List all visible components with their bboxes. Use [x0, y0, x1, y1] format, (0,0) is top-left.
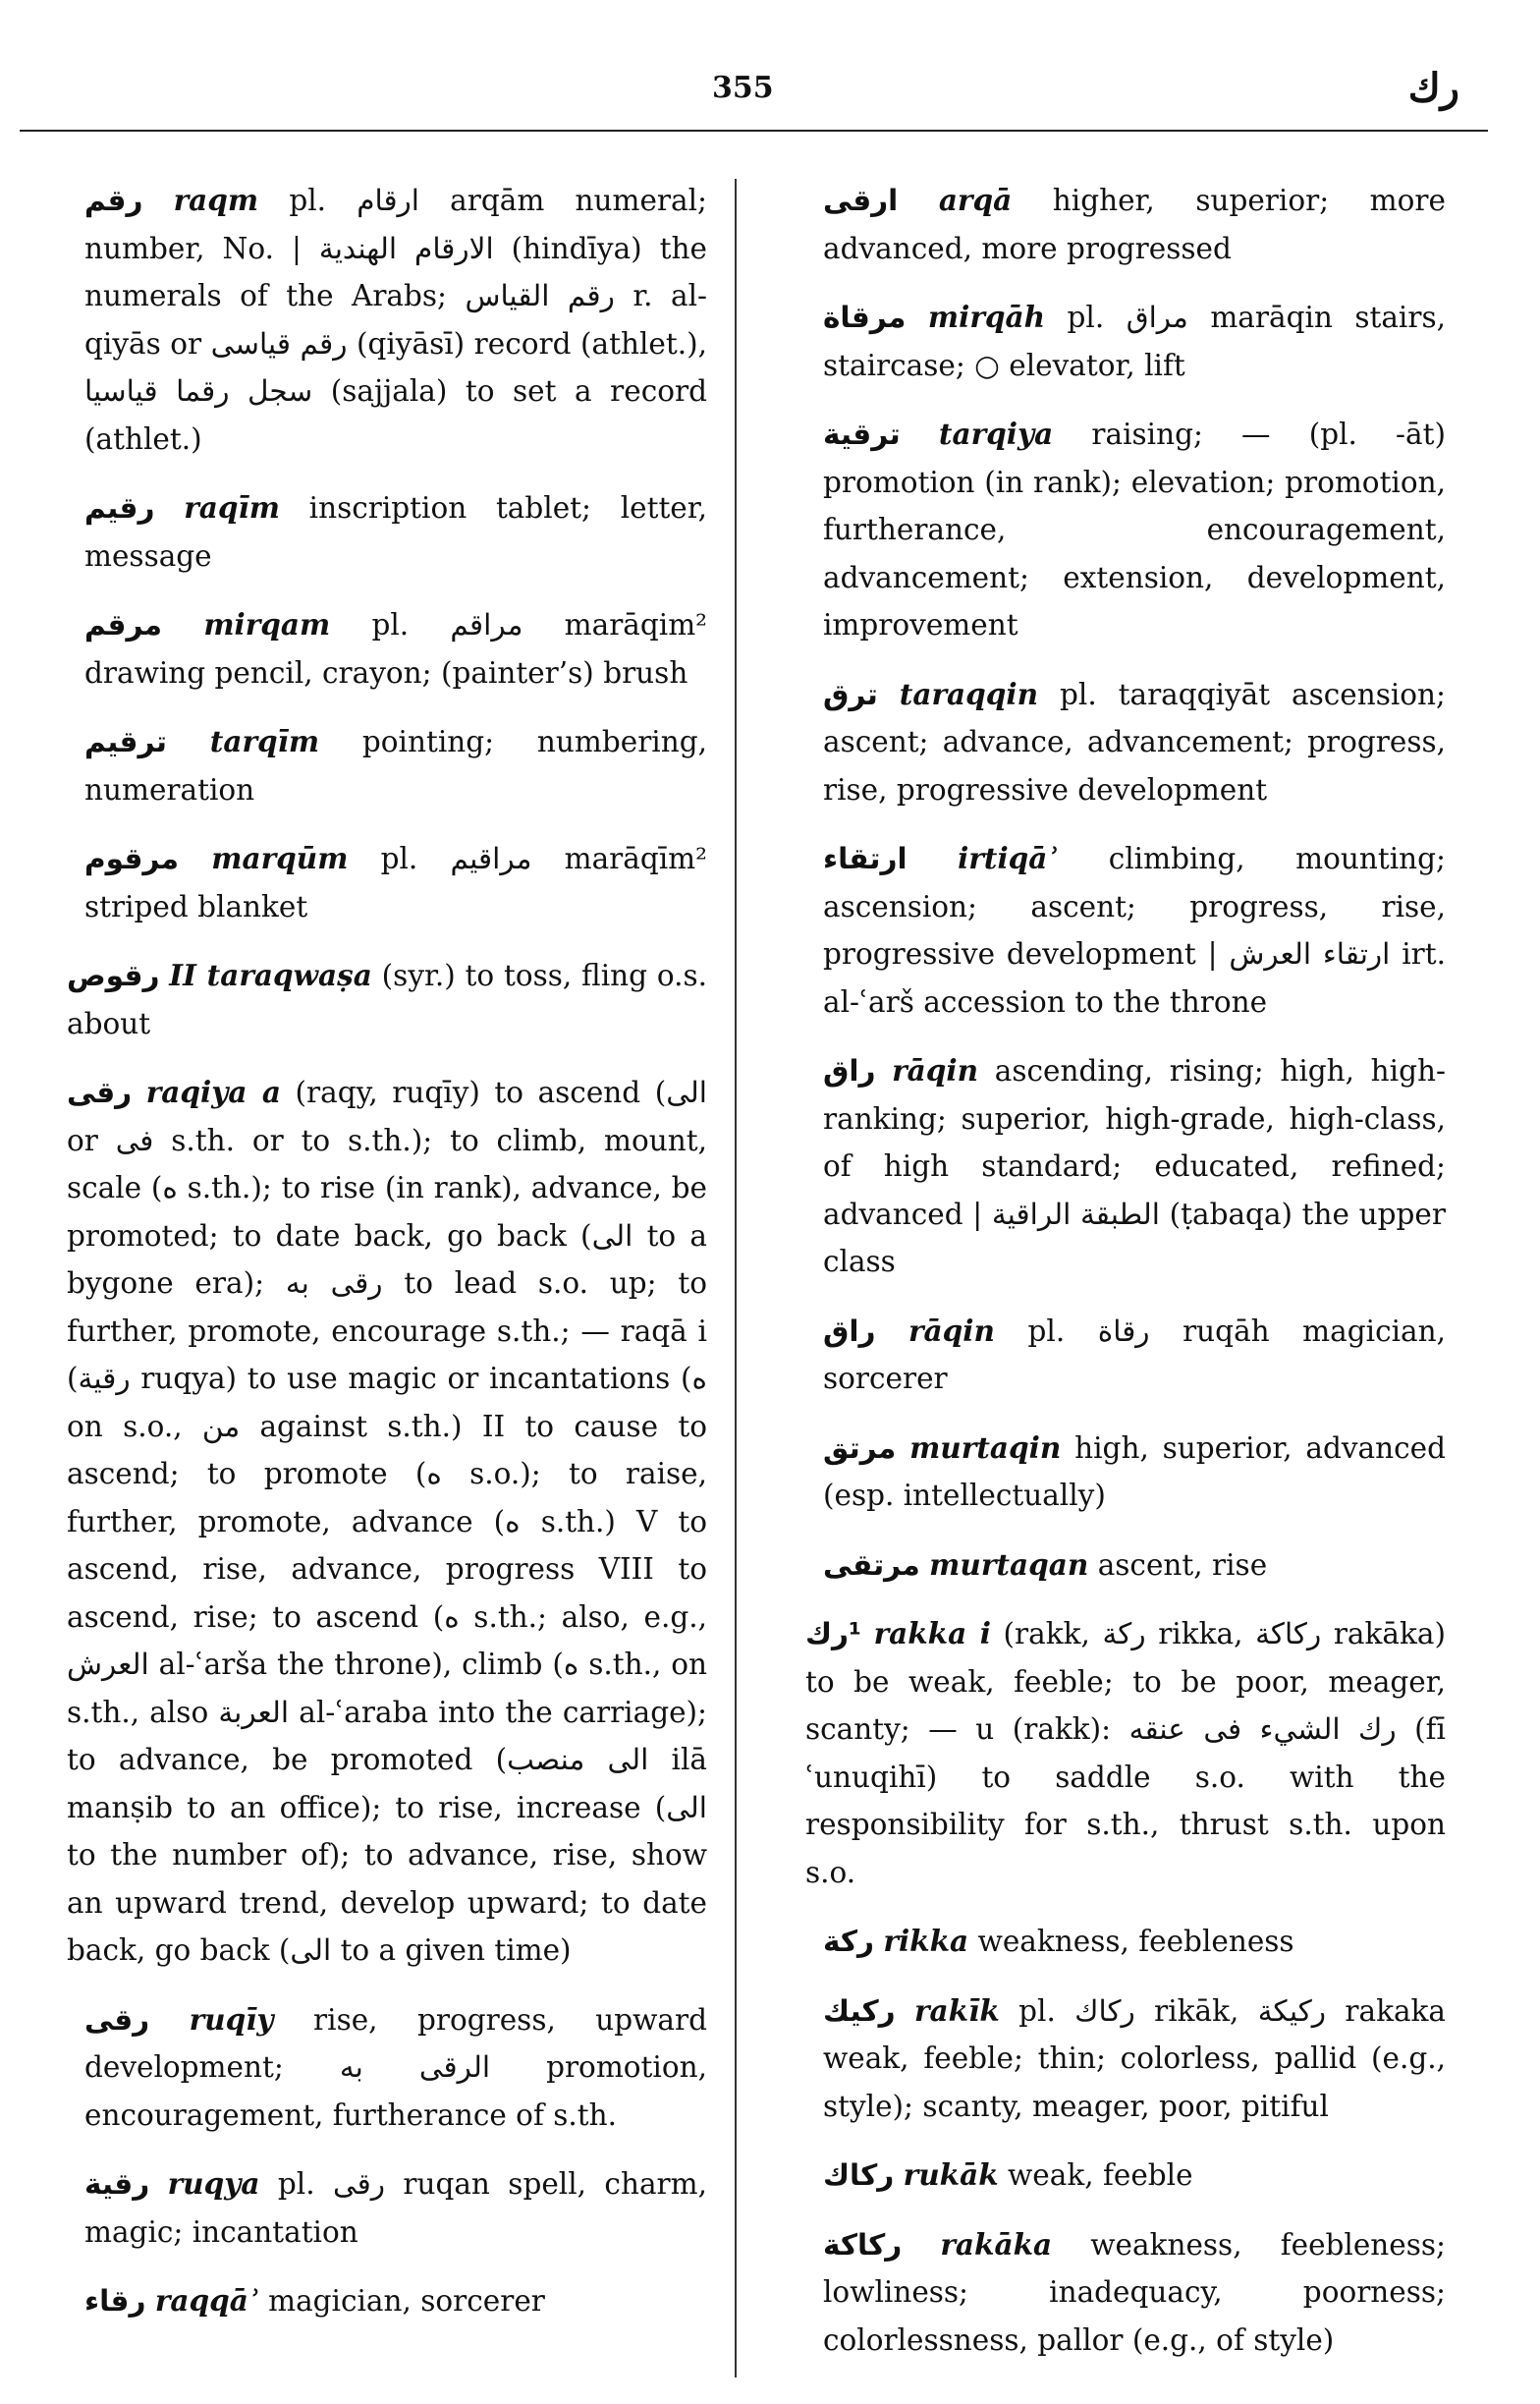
dictionary-entry: [67, 177, 707, 463]
entry-definition: pl. مراقم marāqim² drawing pencil, crayon; (painter’s) brush: [84, 608, 707, 690]
entry-arabic: ركاك: [823, 2158, 895, 2192]
dictionary-entry: [805, 671, 1446, 814]
entry-definition: (rakk, ركة rikka, ركاكة rakāka) to be weak, feeble; to be poor, meager, scanty; — u (rakk): رك الشيء فى عنقه (fī ʿunuqihī) to saddle s.o. with the responsibility for s.th., thrust s.th. upon s.o.: [805, 1617, 1446, 1889]
column-divider: [735, 179, 737, 2377]
entry-definition: pl. taraqqiyāt ascension; ascent; advance, advancement; progress, rise, progressive development: [823, 677, 1446, 807]
entry-arabic: مرتق: [823, 1430, 897, 1465]
entry-arabic: رقيم: [84, 491, 155, 525]
entry-transliteration: marqūm: [211, 841, 349, 875]
entry-definition: inscription tablet; letter, message: [84, 491, 707, 573]
entry-arabic: ¹رك: [805, 1617, 861, 1650]
entry-transliteration: rukāk: [903, 2157, 999, 2192]
dictionary-entry: [805, 2152, 1446, 2200]
entry-arabic: رقم: [84, 184, 143, 217]
dictionary-entry: [805, 1541, 1446, 1590]
entry-transliteration: mirqam: [203, 607, 331, 642]
entry-definition: climbing, mounting; ascension; ascent; progress, rise, progressive development | ارتقاء العرش irt. al-ʿarš accession to the throne: [823, 842, 1446, 1019]
entry-arabic: ترق: [823, 677, 878, 711]
entry-definition: rise, progress, upward development; الرقى به promotion, encouragement, furtherance of s.th.: [84, 2002, 707, 2132]
entry-definition: pl. ارقام arqām numeral; number, No. | الارقام الهندية (hindīya) the numerals of the Arabs; رقم القياس r. al-qiyās or رقم قياسى (qiyāsī) record (athlet.), سجل رقما قياسيا (sajjala) to set a record (athlet.): [84, 184, 707, 456]
dictionary-entry: [67, 718, 707, 813]
entry-definition: ascending, rising; high, high-ranking; superior, high-grade, high-class, of high standard; educated, refined; advanced | الطبقة الراقية (ṭabaqa) the upper class: [823, 1054, 1446, 1278]
entry-arabic: ركة: [823, 1925, 875, 1958]
entry-transliteration: irtiqāʾ: [958, 841, 1059, 875]
entry-transliteration: raqm: [173, 183, 259, 217]
entry-arabic: مرتقى: [823, 1547, 920, 1582]
header-rule: [20, 130, 1488, 132]
entry-transliteration: rāqin: [892, 1053, 979, 1088]
entry-transliteration: mirqāh: [927, 300, 1046, 334]
entry-definition: high, superior, advanced (esp. intellectually): [823, 1430, 1446, 1512]
entry-arabic: راق: [823, 1054, 876, 1088]
dictionary-entry: [67, 484, 707, 580]
dictionary-entry: [805, 177, 1446, 272]
dictionary-entry: [805, 2221, 1446, 2365]
entry-transliteration: tarqīm: [209, 724, 320, 758]
entry-transliteration: ruqya: [167, 2166, 260, 2201]
entry-arabic: ارتقاء: [823, 842, 908, 875]
dictionary-entry: [805, 1308, 1446, 1403]
entry-definition: (raqy, ruqīy) to ascend (الى or فى s.th. or to s.th.); to climb, mount, scale (ه s.th.); to rise (in rank), advance, be promoted; to date back, go back (الى to a bygone era); رقى به to lead s.o. up; to further, promote, encourage s.th.; — raqā i (رقية ruqya) to use magic or incantations (ه on s.o., من against s.th.) II to cause to ascend; to promote (ه s.o.); to raise, further, promote, advance (ه s.th.) V to ascend, rise, advance, progress VIII to ascend, rise; to ascend (ه s.th.; also, e.g., العرش al-ʿarša the throne), climb (ه s.th., on s.th., also العربة al-ʿaraba into the carriage); to advance, be promoted (الى منصب ilā manṣib to an office); to rise, increase (الى to the number of); to advance, rise, show an upward trend, develop upward; to date back, go back (الى to a given time): [67, 1076, 708, 1967]
dictionary-entry: [67, 601, 707, 697]
dictionary-entry: [805, 411, 1446, 649]
entry-arabic: ركاكة: [823, 2227, 903, 2262]
entry-arabic: ترقية: [823, 418, 901, 451]
entry-transliteration: raqqāʾ: [154, 2283, 259, 2318]
entry-transliteration: murtaqan: [929, 1546, 1089, 1582]
entry-definition: magician, sorcerer: [268, 2284, 545, 2318]
entry-arabic: مرقاة: [823, 301, 907, 334]
entry-arabic: مرقم: [84, 608, 163, 642]
entry-definition: weakness, feebleness; lowliness; inadequacy, poorness; colorlessness, pallor (e.g., of style): [823, 2227, 1446, 2357]
entry-transliteration: II taraqwaṣa: [169, 958, 372, 992]
entry-definition: pl. ركاك rikāk, ركيكة rakaka weak, feeble; thin; colorless, pallid (e.g., style); scanty, meager, poor, pitiful: [823, 1993, 1446, 2123]
dictionary-entry: [67, 1996, 707, 2140]
dictionary-entry: [805, 1987, 1446, 2131]
dictionary-entry: [20, 952, 707, 1047]
entry-arabic: رقوص: [67, 959, 160, 992]
entry-arabic: ارقى: [823, 184, 899, 217]
entry-transliteration: taraqqin: [899, 676, 1039, 711]
entry-transliteration: raqiya a: [145, 1075, 281, 1109]
entry-arabic: رقية: [84, 2167, 150, 2201]
dictionary-entry: [67, 2160, 707, 2256]
entry-arabic: ركيك: [823, 1993, 896, 2028]
dictionary-entry: [805, 1047, 1446, 1286]
entry-transliteration: rikka: [883, 1924, 969, 1958]
entry-definition: higher, superior; more advanced, more progressed: [823, 184, 1446, 265]
entry-transliteration: rakka i: [873, 1616, 991, 1650]
entry-definition: (syr.) to toss, fling o.s. about: [67, 959, 707, 1040]
entry-transliteration: rāqin: [908, 1313, 995, 1348]
entry-transliteration: raqīm: [184, 490, 280, 525]
dictionary-entry: [67, 835, 707, 930]
dictionary-entry: [805, 835, 1446, 1026]
dictionary-entry: [805, 1425, 1446, 1520]
entry-definition: weakness, feebleness: [977, 1925, 1294, 1958]
entry-arabic: رقى: [67, 1076, 133, 1109]
entry-definition: raising; — (pl. -āt) promotion (in rank); elevation; promotion, furtherance, encouragement, advancement; extension, development, improvement: [823, 418, 1446, 642]
entry-arabic: ترقيم: [84, 725, 167, 758]
entry-transliteration: arqā: [938, 183, 1013, 217]
entry-definition: pl. رقاة ruqāh magician, sorcerer: [823, 1314, 1446, 1395]
entry-definition: pl. مراقيم marāqīm² striped blanket: [84, 842, 707, 923]
dictionary-entry: [805, 294, 1446, 389]
right-column: [805, 177, 1446, 2385]
running-head: رك: [1407, 65, 1459, 111]
dictionary-entry: [67, 2277, 707, 2325]
entry-definition: pointing; numbering, numeration: [84, 725, 707, 807]
entry-transliteration: murtaqin: [909, 1429, 1062, 1465]
left-column: [67, 177, 707, 2347]
dictionary-entry: [805, 1918, 1446, 1966]
entry-definition: weak, feeble: [1008, 2158, 1193, 2192]
entry-transliteration: tarqiya: [938, 417, 1054, 451]
entry-definition: pl. مراق marāqin stairs, staircase; ○ elevator, lift: [823, 301, 1446, 382]
entry-arabic: رقى: [84, 2002, 150, 2037]
entry-arabic: رقاء: [84, 2284, 146, 2318]
entry-arabic: مرقوم: [84, 842, 180, 875]
entry-definition: ascent, rise: [1097, 1547, 1268, 1582]
entry-transliteration: ruqīy: [189, 2001, 274, 2037]
entry-arabic: راق: [823, 1314, 876, 1348]
dictionary-entry: [758, 1610, 1446, 1896]
page-header: [0, 61, 1540, 130]
entry-transliteration: rakāka: [940, 2226, 1053, 2262]
entry-transliteration: rakīk: [914, 1992, 1000, 2028]
page-number: 355: [712, 71, 774, 105]
dictionary-entry: [20, 1069, 707, 1975]
entry-definition: pl. رقى ruqan spell, charm, magic; incantation: [84, 2167, 707, 2249]
